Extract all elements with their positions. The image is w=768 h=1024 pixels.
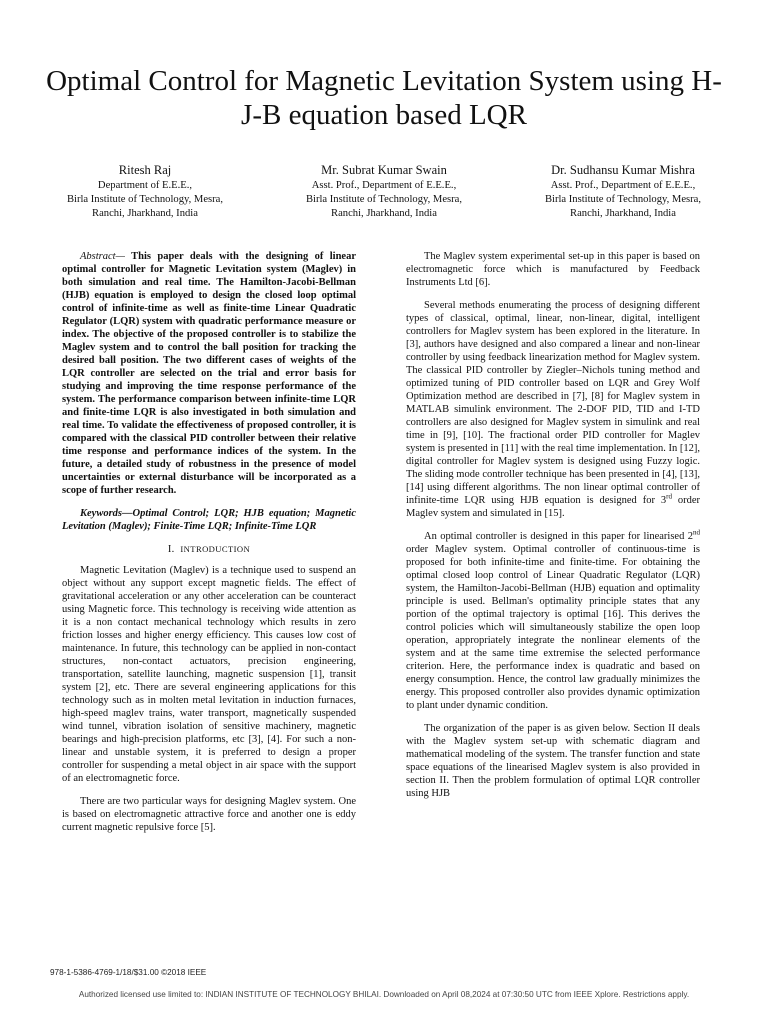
section-title: INTRODUCTION <box>180 544 251 554</box>
footer-isbn: 978-1-5386-4769-1/18/$31.00 ©2018 IEEE <box>50 968 207 977</box>
author-block <box>30 162 738 222</box>
section-number: I. <box>167 544 175 555</box>
author-1 <box>30 162 260 220</box>
author-name: Mr. Subrat Kumar Swain <box>321 163 447 177</box>
author-2 <box>269 162 499 220</box>
author-affiliation: Asst. Prof., Department of E.E.E., <box>550 180 696 191</box>
author-3 <box>508 162 738 220</box>
author-affiliation: Birla Institute of Technology, Mesra, <box>544 193 702 205</box>
author-affiliation: Asst. Prof., Department of E.E.E., <box>311 180 457 191</box>
author-affiliation: Birla Institute of Technology, Mesra, <box>305 193 463 205</box>
body-paragraph: Magnetic Levitation (Maglev) is a technique used to suspend an object without any support except magnetic fields. The effect of gravitational acceleration or any other acceleration can be counteract using Magnetic force. This technology is receiving wide attention as it is a non contact mechanical technology which results in zero friction losses and higher energy efficiency. This causes low cost of maintenance. In future, this technology can be applied in non-contact structures, non-contact actuators, precision engineering, transportation, satellite launching, magnetic suspension [1], transit system [2], etc. There are several engineering applications for this technology such as in molten metal levitation in induction furnaces, high-speed maglev trains, water transport, magnetically suspended wind tunnel, vibration isolation of sensitive machinery, magnetic bearings and high-precision platforms, etc [3], [4]. For such a non-linear and unstable system, it is preferred to design a proper controller for suspending a metal object in air space with the support of an electromagnetic force. <box>62 565 356 784</box>
abstract-lead: Abstract— <box>80 251 125 262</box>
author-affiliation: Birla Institute of Technology, Mesra, <box>66 193 224 205</box>
paragraph-text: An optimal controller is designed in this paper for linearised 2 <box>424 531 693 542</box>
abstract-text: This paper deals with the designing of linear optimal controller for Magnetic Levitation system (Maglev) in both simulation and real time. The Hamilton-Jacobi-Bellman (HJB) equation is employed to design the closed loop optimal control of infinite-time as well as finite-time Linear Quadratic Regulator (LQR) system with quadratic performance measure or index. The objective of the proposed controller is to stabilize the Maglev system and to control the ball position for tracking the desired ball position. The two different cases of weights of the LQR controller are selected on the trial and error basis for studying and improving the time response performance of the system. The performance comparison between infinite-time LQR and finite-time LQR is also investigated in both simulation and real time. To validate the effectiveness of proposed controller, it is compared with the classical PID controller between their relative time response and performance indices of the system. In the future, a detailed study of robustness in the presence of model uncertainties or external disturbance will be incorporated as a scope of further research. <box>62 251 356 496</box>
body-paragraph <box>406 530 700 712</box>
author-affiliation: Ranchi, Jharkhand, India <box>570 207 676 219</box>
right-column <box>406 250 700 810</box>
body-paragraph <box>406 299 700 520</box>
author-affiliation: Ranchi, Jharkhand, India <box>331 207 437 219</box>
footer-license: Authorized licensed use limited to: INDIAN INSTITUTE OF TECHNOLOGY BHILAI. Downloaded on April 08,2024 at 07:30:50 UTC from IEEE Xplore. Restrictions apply. <box>78 990 690 999</box>
body-paragraph: The organization of the paper is as given below. Section II deals with the Maglev system set-up with schematic diagram and mathematical modeling of the system. The transfer function and state space equations of the linearised Maglev system is also provided in section II. Then the problem formulation of optimal LQR controller using HJB <box>406 723 700 799</box>
paragraph-text: order Maglev system. Optimal controller of continuous-time is proposed for both infinite-time and finite-time. For obtaining the optimal closed loop control of Linear Quadratic Regulator (LQR) system, the Hamilton-Jacobi-Bellman (HJB) equation and optimality principle is used. Bellman's optimality principle states that any portion of the optimal trajectory is optimal [16]. This derives the control policies which will simultaneously stabilize the open loop operation, appropriately integrate the nonlinear elements of the system and at the same time extremise the selected performance criterion. Here, the performance index is quadratic and based on energy consumption. Hence, the control law gradually minimizes the energy. This proposed controller also provides dynamic optimization to plant under dynamic condition. <box>406 544 700 711</box>
left-column <box>62 250 356 844</box>
paragraph-text: Several methods enumerating the process of designing different types of classical, optimal, linear, non-linear, digital, intelligent controllers for Maglev system has been explored in the literature. In [3], authors have designed and also compared a linear and non-linear controller by using feedback linearization method for Maglev system. The classical PID controller by Ziegler–Nichols tuning method and optimized tuning of PID controller based on LQR and Grey Wolf Optimization method are described in [7], [8] for Maglev system in MATLAB simulink environment. The 2-DOF PID, TID and I-TD controllers are also designed for Maglev system in simulink and real time in [9], [10]. The fractional order PID controller for Maglev system is presented in [11] with the real time implementation. In [12], digital controller for Maglev system is designed using Fuzzy logic. The sliding mode controller technique has been presented in [4], [13], [14] using different algorithms. The non linear optimal controller of infinite-time LQR using HJB equation is designed for 3 <box>406 300 700 506</box>
body-paragraph: The Maglev system experimental set-up in this paper is based on electromagnetic force which is manufactured by Feedback Instruments Ltd [6]. <box>406 251 700 288</box>
abstract <box>62 250 356 497</box>
author-name: Ritesh Raj <box>118 163 172 177</box>
paper-title: Optimal Control for Magnetic Levitation System using H-J-B equation based LQR <box>46 65 722 131</box>
superscript: rd <box>666 492 672 501</box>
paragraph-text: order Maglev system and simulated in [15]. <box>406 495 701 519</box>
section-heading-introduction <box>62 543 356 556</box>
superscript: nd <box>693 528 700 537</box>
keywords: Keywords—Optimal Control; LQR; HJB equation; Magnetic Levitation (Maglev); Finite-Time LQR; Infinite-Time LQR <box>62 508 356 532</box>
body-paragraph: There are two particular ways for designing Maglev system. One is based on electromagnetic attractive force and another one is eddy current magnetic repulsive force [5]. <box>62 796 356 833</box>
author-name: Dr. Sudhansu Kumar Mishra <box>551 163 695 177</box>
author-affiliation: Ranchi, Jharkhand, India <box>92 207 198 219</box>
author-affiliation: Department of E.E.E., <box>97 180 193 191</box>
